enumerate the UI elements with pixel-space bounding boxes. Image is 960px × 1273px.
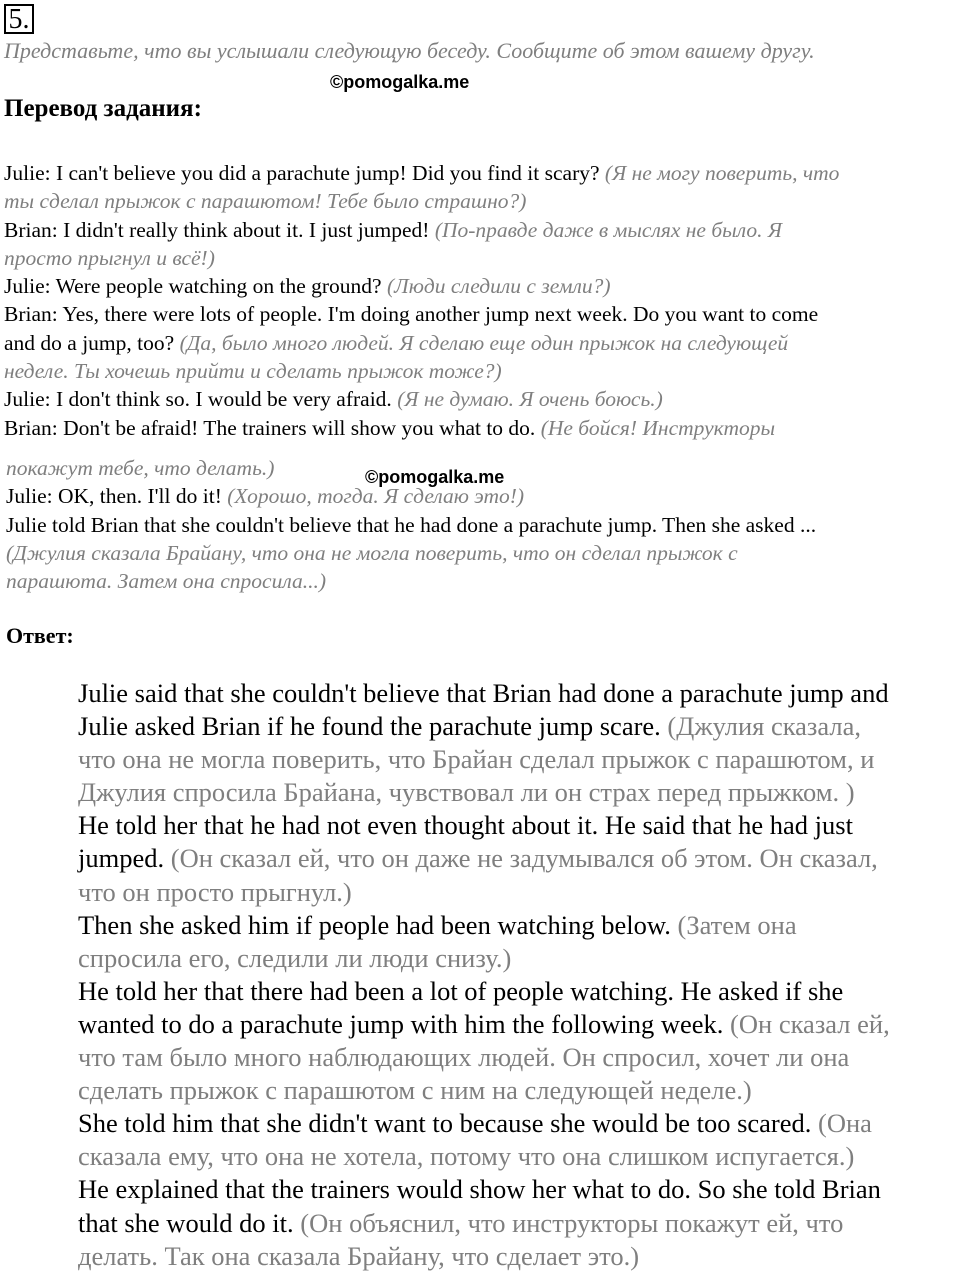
answer-line — [78, 942, 958, 975]
answer-line — [78, 1074, 958, 1107]
answer-line — [78, 809, 958, 842]
dialogue-line — [4, 300, 839, 328]
dialogue-line — [4, 329, 839, 357]
dialogue-line — [6, 511, 816, 539]
answer-line — [78, 677, 958, 710]
english-text: She told him that she didn't want to because she would be too scared. — [78, 1108, 818, 1139]
english-text: Brian: Yes, there were lots of people. I'm doing another jump next week. Do you want to come — [4, 302, 819, 327]
english-text: Brian: I didn't really think about it. I just jumped! — [4, 217, 435, 242]
russian-translation: покажут тебе, что делать.) — [6, 456, 275, 480]
answer-line — [78, 1240, 958, 1273]
dialogue-line — [4, 159, 839, 187]
answer-line — [78, 776, 958, 809]
answer-line — [78, 876, 958, 909]
russian-translation: (Он объяснил, что инструкторы покажут ей, что — [300, 1207, 844, 1238]
answer-label: Ответ: — [6, 623, 74, 648]
english-text: and do a jump, too? — [4, 330, 180, 355]
russian-translation: (Он сказал ей, что он даже не задумывался об этом. Он сказал, — [170, 843, 878, 874]
dialogue-line — [6, 567, 816, 595]
english-text: Julie said that she couldn't believe that Brian had done a parachute jump and — [78, 678, 889, 708]
russian-translation: просто прыгнул и всё!) — [4, 245, 215, 270]
answer-line — [78, 842, 958, 875]
watermark-top: ©pomogalka.me — [330, 72, 470, 92]
english-text: He explained that the trainers would show her what to do. So she told Brian — [78, 1174, 881, 1205]
russian-translation: неделе. Ты хочешь прийти и сделать прыжок тоже?) — [4, 359, 502, 384]
russian-translation: (Затем она — [677, 909, 797, 940]
english-text: jumped. — [78, 843, 171, 874]
russian-translation: (По-правде даже в мыслях не было. Я — [434, 217, 782, 242]
english-text: He told her that he had not even thought about it. He said that he had just — [78, 810, 853, 841]
russian-translation: Джулия спросила Брайана, чувствовал ли он страх перед прыжком. ) — [78, 777, 855, 808]
answer-line — [78, 1008, 958, 1041]
dialogue-line — [4, 244, 839, 272]
answer-line — [78, 1207, 958, 1240]
russian-translation: (Джулия сказала Брайану, что она не могла поверить, что он сделал прыжок с — [6, 540, 738, 565]
answer-line — [78, 1140, 958, 1173]
russian-translation: что она не могла поверить, что Брайан сделал прыжок с парашютом, и — [78, 744, 875, 775]
russian-translation: (Он сказал ей, — [730, 1008, 890, 1039]
russian-translation: (Джулия сказала, — [667, 711, 862, 742]
dialogue-line — [6, 539, 816, 567]
russian-translation: (Люди следили с земли?) — [386, 274, 611, 299]
dialogue-line — [4, 357, 839, 385]
answer-line — [78, 909, 958, 942]
english-text: Then she asked him if people had been watching below. — [78, 909, 678, 940]
russian-translation: (Да, было много людей. Я сделаю еще один прыжок на следующей — [179, 330, 789, 355]
russian-translation: делать. Так она сказала Брайану, что сделает это.) — [78, 1240, 640, 1271]
english-text: that she would do it. — [78, 1207, 301, 1238]
answer-line — [78, 1107, 958, 1140]
answer-line — [78, 743, 958, 776]
dialogue-line — [4, 272, 839, 300]
task-instruction: Представьте, что вы услышали следующую беседу. Сообщите об этом вашему другу. — [4, 38, 815, 63]
english-text: Julie told Brian that she couldn't believe that he had done a parachute jump. Then she asked ... — [6, 512, 817, 537]
russian-translation: что там было много наблюдающих людей. Он спросил, хочет ли она — [78, 1042, 850, 1073]
english-text: Julie asked Brian if he found the parachute jump scare. — [78, 711, 668, 742]
translation-heading: Перевод задания: — [4, 95, 202, 122]
russian-translation: сказала ему, что она не хотела, потому что она слишком испугается.) — [78, 1141, 855, 1172]
answer-line — [78, 975, 958, 1008]
answer-line — [78, 1041, 958, 1074]
task-number-box — [4, 4, 34, 34]
dialogue-line — [4, 187, 839, 215]
dialogue-line — [4, 216, 839, 244]
dialogue-line — [4, 414, 839, 442]
russian-translation: (Она — [818, 1108, 872, 1139]
russian-translation: (Хорошо, тогда. Я сделаю это!) — [227, 484, 525, 509]
answer-block — [78, 677, 958, 1273]
task-number: 5. — [8, 4, 30, 35]
english-text: Brian: Don't be afraid! The trainers will show you what to do. — [4, 415, 541, 440]
english-text: Julie: I can't believe you did a parachute jump! Did you find it scary? — [4, 161, 605, 185]
english-text: Julie: I don't think so. I would be very afraid. — [4, 387, 398, 412]
watermark-middle: ©pomogalka.me — [365, 467, 505, 487]
dialogue-line — [4, 385, 839, 413]
russian-translation: ты сделал прыжок с парашютом! Тебе было страшно?) — [4, 189, 527, 214]
russian-translation: (Не бойся! Инструкторы — [540, 415, 776, 440]
english-text: Julie: Were people watching on the ground? — [4, 274, 387, 299]
english-text: He told her that there had been a lot of people watching. He asked if she — [78, 975, 844, 1006]
russian-translation: сделать прыжок с парашютом с ним на следующей неделе.) — [78, 1075, 752, 1106]
answer-line — [78, 1173, 958, 1206]
english-text: wanted to do a parachute jump with him the following week. — [78, 1008, 731, 1039]
russian-translation: парашюта. Затем она спросила...) — [6, 569, 327, 594]
russian-translation: спросила его, следили ли люди снизу.) — [78, 942, 512, 973]
answer-line — [78, 710, 958, 743]
russian-translation: что он просто прыгнул.) — [78, 876, 352, 907]
english-text: Julie: OK, then. I'll do it! — [6, 484, 228, 509]
russian-translation: (Я не думаю. Я очень боюсь.) — [397, 387, 663, 412]
dialogue-block — [4, 159, 839, 442]
russian-translation: (Я не могу поверить, что — [604, 161, 840, 185]
